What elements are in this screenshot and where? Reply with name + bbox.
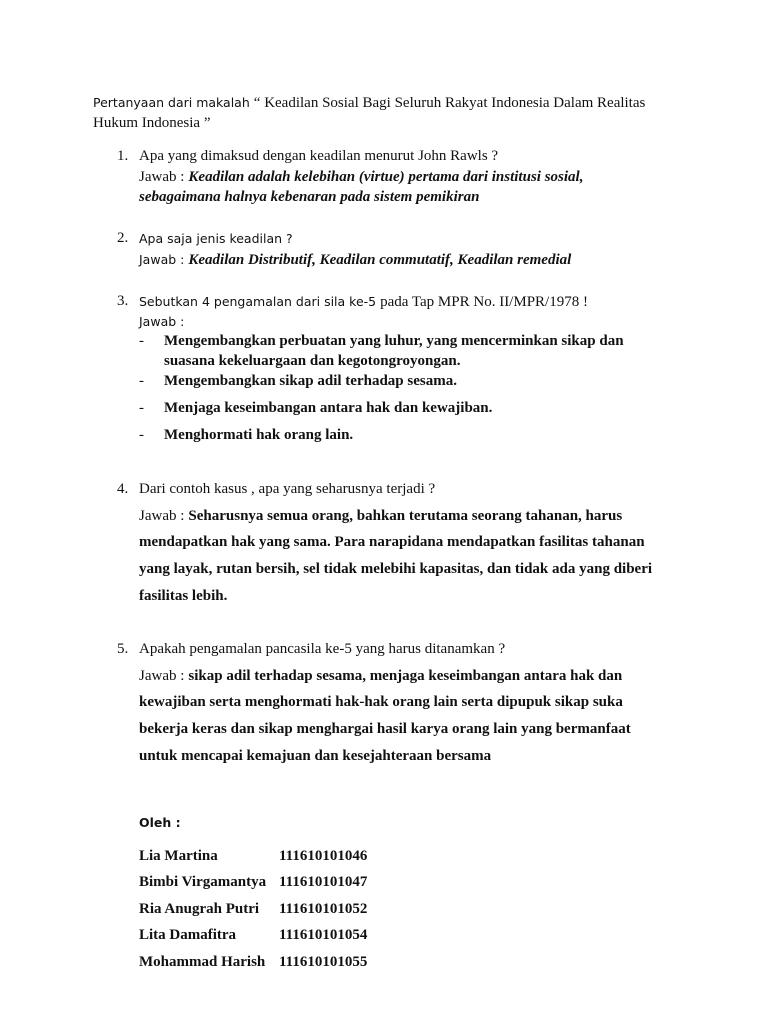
answer-text: sikap adil terhadap sesama, menjaga keseimbangan antara hak dan <box>188 668 623 684</box>
bullet-text: suasana kekeluargaan dan kegotongroyongan. <box>164 353 461 369</box>
title-line1: “ Keadilan Sosial Bagi Seluruh Rakyat Indonesia Dalam Realitas <box>253 95 646 111</box>
answer-label: Jawab : <box>139 668 185 684</box>
question-text <box>139 293 588 311</box>
question-number: 1. <box>117 148 129 164</box>
question-text: Apa yang dimaksud dengan keadilan menurut John Rawls ? <box>139 148 499 164</box>
question-number: 3. <box>117 293 129 309</box>
answer-text: fasilitas lebih. <box>139 588 228 604</box>
bullet-dash: - <box>139 427 144 443</box>
bullet-text: Mengembangkan sikap adil terhadap sesama. <box>164 373 457 389</box>
bullet-dash: - <box>139 333 144 349</box>
answer-line <box>139 507 622 525</box>
author-name: Lia Martina <box>139 848 218 864</box>
bullet-dash: - <box>139 373 144 389</box>
answer-text: Keadilan Distributif, Keadilan commutatif, Keadilan remedial <box>188 252 572 268</box>
answer-text: Keadilan adalah kelebihan (virtue) pertama dari institusi sosial, <box>188 169 584 185</box>
author-id: 111610101054 <box>279 927 368 943</box>
bullet-text: Mengembangkan perbuatan yang luhur, yang mencerminkan sikap dan <box>164 333 624 349</box>
answer-label: Jawab : <box>139 314 185 329</box>
answer-label: Jawab : <box>139 169 185 185</box>
question-number: 5. <box>117 641 129 657</box>
bullet-text: Menjaga keseimbangan antara hak dan kewajiban. <box>164 400 493 416</box>
answer-text: yang layak, rutan bersih, sel tidak melebihi kapasitas, dan tidak ada yang diberi <box>139 561 653 577</box>
question-text: Apa saja jenis keadilan ? <box>139 231 293 246</box>
question-text-sans: Sebutkan 4 pengamalan dari sila ke-5 <box>139 294 377 309</box>
bullet-text: Menghormati hak orang lain. <box>164 427 354 443</box>
author-id: 111610101055 <box>279 954 368 970</box>
bullet-dash: - <box>139 400 144 416</box>
answer-label: Jawab : <box>139 252 185 267</box>
question-text: Dari contoh kasus , apa yang seharusnya terjadi ? <box>139 481 436 497</box>
answer-text: sebagaimana halnya kebenaran pada sistem pemikiran <box>139 189 480 205</box>
answer-text: mendapatkan hak yang sama. Para narapidana mendapatkan fasilitas tahanan <box>139 534 645 550</box>
answer-line <box>139 251 571 269</box>
authors-label: Oleh : <box>139 815 181 830</box>
author-id: 111610101046 <box>279 848 368 864</box>
title-prefix: Pertanyaan dari makalah <box>93 95 250 110</box>
author-id: 111610101052 <box>279 901 368 917</box>
answer-text: bekerja keras dan sikap menghargai hasil karya orang lain yang bermanfaat <box>139 721 631 737</box>
question-number: 4. <box>117 481 129 497</box>
answer-line <box>139 667 622 685</box>
answer-label: Jawab : <box>139 508 185 524</box>
answer-text: Seharusnya semua orang, bahkan terutama seorang tahanan, harus <box>188 508 623 524</box>
answer-line <box>139 168 583 186</box>
question-text-serif: pada Tap MPR No. II/MPR/1978 ! <box>380 294 588 310</box>
author-name: Lita Damafitra <box>139 927 237 943</box>
answer-text: kewajiban serta menghormati hak-hak orang lain serta dipupuk sikap suka <box>139 694 623 710</box>
author-name: Bimbi Virgamantya <box>139 874 267 890</box>
question-number: 2. <box>117 230 129 246</box>
author-id: 111610101047 <box>279 874 368 890</box>
author-name: Ria Anugrah Putri <box>139 901 260 917</box>
author-name: Mohammad Harish <box>139 954 266 970</box>
answer-text: untuk mencapai kemajuan dan kesejahteraan bersama <box>139 748 492 764</box>
question-text: Apakah pengamalan pancasila ke-5 yang harus ditanamkan ? <box>139 641 506 657</box>
document-title <box>93 94 645 112</box>
title-line2: Hukum Indonesia ” <box>93 115 211 131</box>
